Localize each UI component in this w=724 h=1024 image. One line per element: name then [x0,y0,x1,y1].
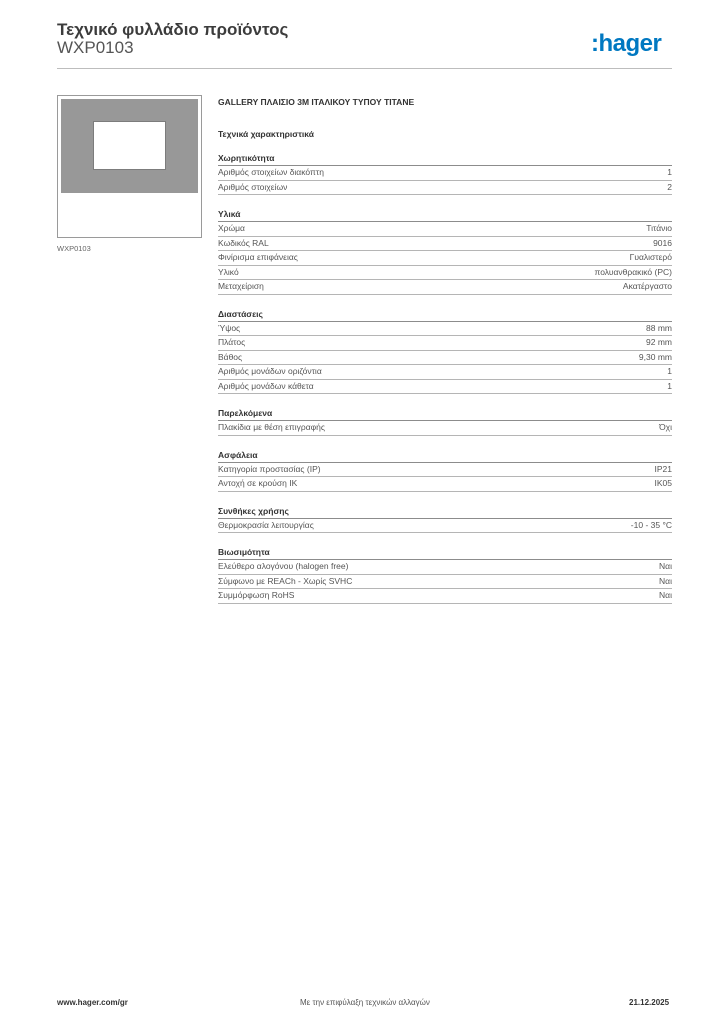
section-title: Υλικά [218,209,672,222]
spec-label: Αριθμός μονάδων κάθετα [218,380,314,391]
spec-row [218,365,672,380]
spec-row [218,589,672,604]
spec-value: 1 [667,366,672,376]
spec-row [218,519,672,534]
spec-label: Αντοχή σε κρούση IK [218,478,298,488]
spec-section [218,506,672,534]
spec-label: Αριθμός στοιχείων [218,181,288,192]
spec-section [218,153,672,195]
spec-value: Ναι [659,561,672,571]
spec-value: IK05 [654,478,672,488]
section-title: Παρελκόμενα [218,408,672,421]
header-divider [57,68,672,69]
spec-row [218,166,672,181]
plate-opening [93,121,166,170]
spec-label: Κατηγορία προστασίας (IP) [218,463,321,474]
spec-label: Αριθμός στοιχείων διακόπτη [218,167,324,177]
spec-value: πολυανθρακικό (PC) [594,266,672,277]
cover-plate [61,99,198,193]
spec-row [218,222,672,237]
hager-logo[interactable] [591,29,675,57]
spec-label: Συμμόρφωση RoHS [218,590,295,600]
footer-website-link[interactable]: www.hager.com/gr [57,998,128,1007]
section-title: Ασφάλεια [218,450,672,463]
spec-section [218,209,672,295]
product-code: WXP0103 [57,38,134,57]
spec-row [218,351,672,366]
spec-section [218,408,672,436]
section-title: Βιωσιμότητα [218,547,672,560]
spec-label: Κωδικός RAL [218,237,269,248]
spec-sections [218,153,672,604]
spec-value: 88 mm [646,322,672,333]
spec-row [218,463,672,478]
spec-value: 92 mm [646,337,672,347]
footer-disclaimer: Με την επιφύλαξη τεχνικών αλλαγών [300,998,430,1007]
spec-row [218,477,672,492]
footer-date: 21.12.2025 [629,998,670,1007]
product-name: GALLERY ΠΛΑΙΣΙΟ 3Μ ΙΤΑΛΙΚΟΥ ΤΥΠΟΥ ΤΙΤΑΝΕ [218,97,415,107]
image-caption: WXP0103 [57,244,91,253]
spec-value: Ακατέργαστο [622,281,672,291]
spec-row [218,575,672,590]
spec-value: 9,30 mm [638,351,672,362]
spec-label: Υλικό [218,266,239,277]
product-image [57,95,202,238]
spec-value: Ναι [659,575,672,586]
spec-value: Τιτάνιο [646,223,672,233]
spec-label: Σύμφωνο με REACh - Χωρίς SVHC [218,575,353,586]
spec-value: 2 [667,181,672,192]
spec-row [218,237,672,252]
spec-label: Αριθμός μονάδων οριζόντια [218,366,322,376]
tech-characteristics-heading: Τεχνικά χαρακτηριστικά [218,129,314,139]
spec-section [218,309,672,395]
spec-row [218,560,672,575]
section-title: Συνθήκες χρήσης [218,506,672,519]
spec-label: Πλάτος [218,337,246,347]
spec-label: Πλακίδια με θέση επιγραφής [218,422,325,432]
spec-row [218,336,672,351]
spec-row [218,322,672,337]
section-title: Χωρητικότητα [218,153,672,166]
spec-content [218,95,672,604]
spec-row [218,251,672,266]
spec-value: -10 - 35 °C [630,519,672,530]
spec-value: 1 [667,380,672,391]
spec-label: Βάθος [218,351,243,362]
spec-value: 1 [667,167,672,177]
spec-row [218,280,672,295]
spec-value: IP21 [654,463,672,474]
spec-row [218,421,672,436]
spec-section [218,450,672,492]
spec-label: Ύψος [218,322,241,333]
document-title: Τεχνικό φυλλάδιο προϊόντος [57,20,289,39]
spec-row [218,380,672,395]
spec-label: Ελεύθερο αλογόνου (halogen free) [218,561,349,571]
spec-label: Χρώμα [218,223,245,233]
spec-label: Μεταχείριση [218,281,264,291]
spec-value: Όχι [659,422,672,432]
spec-value: Γυαλιστερό [629,252,672,262]
spec-value: 9016 [653,237,672,248]
spec-value: Ναι [659,590,672,600]
svg-text::hager: :hager [591,30,662,57]
spec-row [218,266,672,281]
section-title: Διαστάσεις [218,309,672,322]
spec-row [218,181,672,196]
spec-label: Θερμοκρασία λειτουργίας [218,519,314,530]
spec-label: Φινίρισμα επιφάνειας [218,252,298,262]
spec-section [218,547,672,604]
